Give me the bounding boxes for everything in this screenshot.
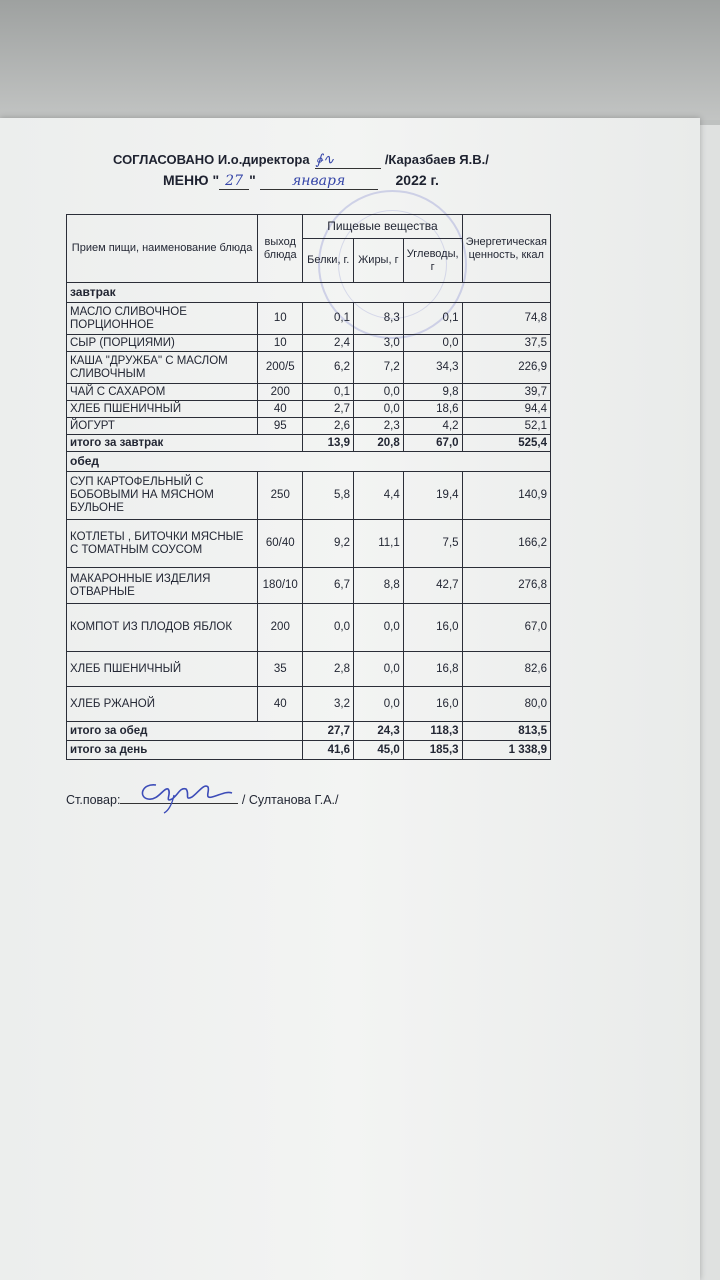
menu-day: 27: [219, 173, 249, 190]
dish-fat: 8,3: [353, 303, 403, 335]
table-row: [67, 418, 551, 435]
table-row: [67, 401, 551, 418]
breakfast-total-fat: 20,8: [353, 435, 403, 452]
dish-protein: 2,6: [303, 418, 354, 435]
table-row: [67, 652, 551, 687]
dish-protein: 0,1: [303, 303, 354, 335]
dish-fat: 7,2: [353, 352, 403, 384]
menu-word: МЕНЮ ": [163, 172, 220, 188]
day-total-protein: 41,6: [303, 741, 354, 760]
dish-yield: 200/5: [258, 352, 303, 384]
lunch-total-label: итого за обед: [67, 722, 303, 741]
table-row: [67, 604, 551, 652]
dish-fat: 4,4: [353, 472, 403, 520]
dish-carbs: 34,3: [403, 352, 462, 384]
dish-energy: 226,9: [462, 352, 550, 384]
dish-fat: 0,0: [353, 652, 403, 687]
dish-carbs: 4,2: [403, 418, 462, 435]
dish-name: ХЛЕБ ПШЕНИЧНЫЙ: [67, 652, 258, 687]
dish-fat: 0,0: [353, 604, 403, 652]
approval-name: /Каразбаев Я.В./: [384, 152, 489, 167]
dish-name: МАСЛО СЛИВОЧНОЕ ПОРЦИОННОЕ: [67, 303, 258, 335]
breakfast-total-energy: 525,4: [462, 435, 550, 452]
dish-protein: 5,8: [303, 472, 354, 520]
dish-protein: 0,0: [303, 604, 354, 652]
menu-table: [66, 214, 551, 760]
dish-carbs: 0,1: [403, 303, 462, 335]
dish-fat: 3,0: [353, 335, 403, 352]
dish-energy: 74,8: [462, 303, 550, 335]
approval-line: [113, 152, 489, 169]
day-total-carbs: 185,3: [403, 741, 462, 760]
background-top: [0, 0, 720, 120]
dish-fat: 0,0: [353, 384, 403, 401]
dish-energy: 52,1: [462, 418, 550, 435]
lunch-total-protein: 27,7: [303, 722, 354, 741]
dish-energy: 80,0: [462, 687, 550, 722]
header-energy: Энергетическая ценность, ккал: [462, 215, 550, 283]
dish-yield: 180/10: [258, 568, 303, 604]
dish-carbs: 19,4: [403, 472, 462, 520]
dish-carbs: 16,0: [403, 687, 462, 722]
dish-carbs: 18,6: [403, 401, 462, 418]
dish-name: КАША "ДРУЖБА" С МАСЛОМ СЛИВОЧНЫМ: [67, 352, 258, 384]
cook-signature-icon: [120, 791, 238, 804]
dish-yield: 60/40: [258, 520, 303, 568]
table-row: [67, 520, 551, 568]
table-row: [67, 303, 551, 335]
lunch-total-energy: 813,5: [462, 722, 550, 741]
menu-title: [163, 172, 439, 190]
table-row: [67, 568, 551, 604]
dish-yield: 40: [258, 401, 303, 418]
dish-carbs: 9,8: [403, 384, 462, 401]
table-row: [67, 352, 551, 384]
dish-yield: 200: [258, 384, 303, 401]
dish-fat: 2,3: [353, 418, 403, 435]
header-dish: Прием пищи, наименование блюда: [67, 215, 258, 283]
dish-energy: 94,4: [462, 401, 550, 418]
dish-carbs: 0,0: [403, 335, 462, 352]
header-fat: Жиры, г: [353, 239, 403, 283]
dish-name: СЫР (ПОРЦИЯМИ): [67, 335, 258, 352]
dish-energy: 166,2: [462, 520, 550, 568]
dish-carbs: 7,5: [403, 520, 462, 568]
dish-energy: 276,8: [462, 568, 550, 604]
breakfast-total-protein: 13,9: [303, 435, 354, 452]
dish-carbs: 16,8: [403, 652, 462, 687]
dish-protein: 2,8: [303, 652, 354, 687]
dish-yield: 200: [258, 604, 303, 652]
header-yield: выход блюда: [258, 215, 303, 283]
dish-fat: 0,0: [353, 401, 403, 418]
section-lunch: обед: [67, 452, 551, 472]
dish-protein: 6,2: [303, 352, 354, 384]
dish-protein: 3,2: [303, 687, 354, 722]
lunch-total-fat: 24,3: [353, 722, 403, 741]
dish-energy: 37,5: [462, 335, 550, 352]
dish-name: ХЛЕБ ПШЕНИЧНЫЙ: [67, 401, 258, 418]
dish-name: ЧАЙ С САХАРОМ: [67, 384, 258, 401]
dish-protein: 2,7: [303, 401, 354, 418]
dish-carbs: 42,7: [403, 568, 462, 604]
dish-name: СУП КАРТОФЕЛЬНЫЙ С БОБОВЫМИ НА МЯСНОМ БУЛЬОНЕ: [67, 472, 258, 520]
table-row: [67, 472, 551, 520]
dish-protein: 2,4: [303, 335, 354, 352]
breakfast-total-label: итого за завтрак: [67, 435, 303, 452]
header-nutrients: Пищевые вещества: [303, 215, 462, 239]
cook-label: Ст.повар:: [66, 793, 121, 807]
dish-fat: 11,1: [353, 520, 403, 568]
menu-year: 2022 г.: [395, 172, 439, 188]
dish-yield: 10: [258, 303, 303, 335]
dish-name: ЙОГУРТ: [67, 418, 258, 435]
header-protein: Белки, г.: [303, 239, 354, 283]
day-total-fat: 45,0: [353, 741, 403, 760]
dish-energy: 140,9: [462, 472, 550, 520]
dish-name: МАКАРОННЫЕ ИЗДЕЛИЯ ОТВАРНЫЕ: [67, 568, 258, 604]
day-total-energy: 1 338,9: [462, 741, 550, 760]
dish-energy: 67,0: [462, 604, 550, 652]
dish-energy: 39,7: [462, 384, 550, 401]
breakfast-total-carbs: 67,0: [403, 435, 462, 452]
dish-fat: 8,8: [353, 568, 403, 604]
dish-name: КОТЛЕТЫ , БИТОЧКИ МЯСНЫЕ С ТОМАТНЫМ СОУСОМ: [67, 520, 258, 568]
lunch-total-carbs: 118,3: [403, 722, 462, 741]
approval-prefix: СОГЛАСОВАНО И.о.директора: [113, 152, 310, 167]
table-row: [67, 335, 551, 352]
dish-yield: 35: [258, 652, 303, 687]
dish-name: ХЛЕБ РЖАНОЙ: [67, 687, 258, 722]
table-row: [67, 384, 551, 401]
dish-protein: 6,7: [303, 568, 354, 604]
cook-signature-line: [66, 791, 338, 807]
dish-energy: 82,6: [462, 652, 550, 687]
director-signature-icon: ∳∿: [315, 152, 381, 169]
menu-month: января: [260, 173, 378, 190]
dish-protein: 9,2: [303, 520, 354, 568]
day-total-label: итого за день: [67, 741, 303, 760]
dish-yield: 10: [258, 335, 303, 352]
dish-fat: 0,0: [353, 687, 403, 722]
dish-carbs: 16,0: [403, 604, 462, 652]
dish-name: КОМПОТ ИЗ ПЛОДОВ ЯБЛОК: [67, 604, 258, 652]
section-breakfast: завтрак: [67, 283, 551, 303]
dish-yield: 95: [258, 418, 303, 435]
cook-name: / Султанова Г.А./: [241, 793, 339, 807]
table-row: [67, 687, 551, 722]
dish-protein: 0,1: [303, 384, 354, 401]
dish-yield: 250: [258, 472, 303, 520]
dish-yield: 40: [258, 687, 303, 722]
menu-quote: ": [249, 172, 256, 188]
header-carbs: Углеводы, г: [403, 239, 462, 283]
